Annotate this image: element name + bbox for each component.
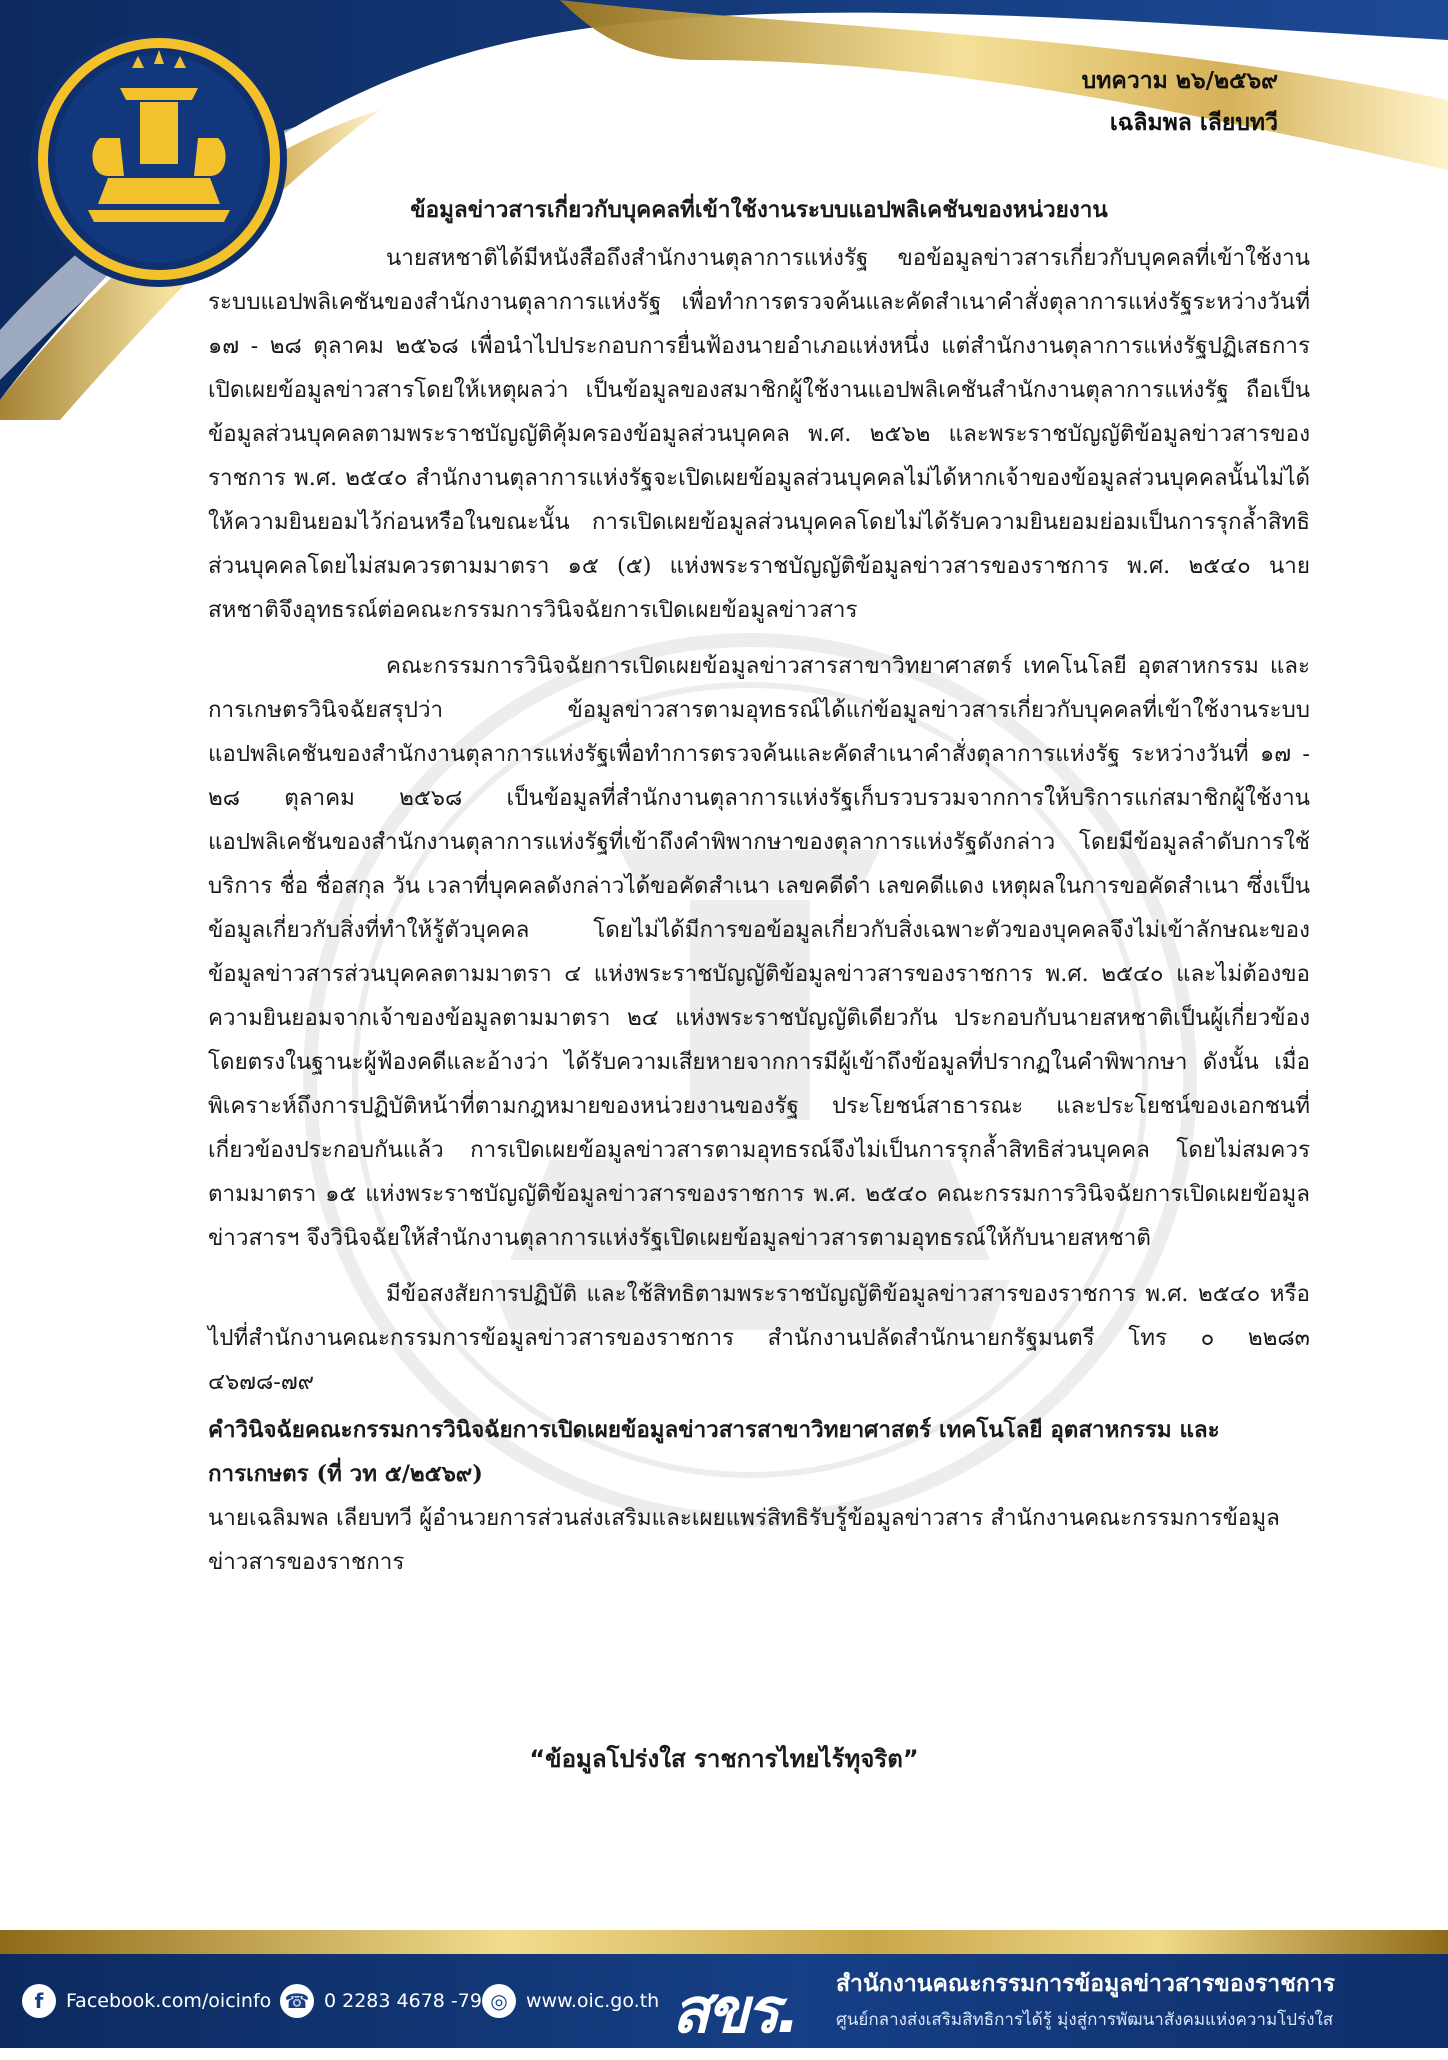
footer-website[interactable] — [482, 1984, 659, 2018]
phone-number[interactable]: 0 2283 4678 -79 — [324, 1990, 482, 2012]
globe-icon: ◎ — [482, 1984, 516, 2018]
org-tagline: ศูนย์กลางส่งเสริมสิทธิการได้รู้ มุ่งสู่การพัฒนาสังคมแห่งความโปร่งใส — [836, 2010, 1334, 2030]
paragraph-contact: มีข้อสงสัยการปฏิบัติ และใช้สิทธิตามพระราชบัญญัติข้อมูลข่าวสารของราชการ พ.ศ. ๒๕๔๐ หรือไปที่สำนักงานคณะกรรมการข้อมูลข่าวสารของราชการ สำนักงานปลัดสำนักนายกรัฐมนตรี โทร ๐ ๒๒๘๓ ๔๖๗๘-๗๙ — [208, 1281, 1310, 1395]
facebook-icon: f — [22, 1984, 56, 2018]
author-credit: นายเฉลิมพล เลียบทวี ผู้อำนวยการส่วนส่งเสริมและเผยแพร่สิทธิรับรู้ข้อมูลข่าวสาร สำนักงานคณะกรรมการข้อมูลข่าวสารของราชการ — [208, 1505, 1280, 1575]
org-logo: สขร. — [672, 1974, 798, 2047]
org-name: สำนักงานคณะกรรมการข้อมูลข่าวสารของราชการ — [836, 1971, 1336, 1997]
footer-facebook[interactable] — [22, 1984, 271, 2018]
article-author: เฉลิมพล เลียบทวี — [1109, 110, 1278, 136]
slogan: “ข้อมูลโปร่งใส ราชการไทยไร้ทุจริต” — [529, 1745, 919, 1773]
document-body — [208, 188, 1310, 1584]
facebook-link[interactable]: Facebook.com/oicinfo — [66, 1990, 272, 2012]
footer — [0, 1954, 1448, 2048]
paragraph-request: นายสหชาติได้มีหนังสือถึงสำนักงานตุลาการแห่งรัฐ ขอข้อมูลข่าวสารเกี่ยวกับบุคคลที่เข้าใช้งานระบบแอปพลิเคชันของสำนักงานตุลาการแห่งรัฐ เพื่อทำการตรวจค้นและคัดสำเนาคำสั่งตุลาการแห่งรัฐระหว่างวันที่ ๑๗ - ๒๘ ตุลาคม ๒๕๖๘ เพื่อนำไปประกอบการยื่นฟ้องนายอำเภอแห่งหนึ่ง แต่สำนักงานตุลาการแห่งรัฐปฏิเสธการเปิดเผยข้อมูลข่าวสารโดยให้เหตุผลว่า เป็นข้อมูลของสมาชิกผู้ใช้งานแอปพลิเคชันสำนักงานตุลาการแห่งรัฐ ถือเป็นข้อมูลส่วนบุคคลตามพระราชบัญญัติคุ้มครองข้อมูลส่วนบุคคล พ.ศ. ๒๕๖๒ และพระราชบัญญัติข้อมูลข่าวสารของราชการ พ.ศ. ๒๕๔๐ สำนักงานตุลาการแห่งรัฐจะเปิดเผยข้อมูลส่วนบุคคลไม่ได้หากเจ้าของข้อมูลส่วนบุคคลนั้นไม่ได้ให้ความยินยอมไว้ก่อนหรือในขณะนั้น การเปิดเผยข้อมูลส่วนบุคคลโดยไม่ได้รับความยินยอมย่อมเป็นการรุกล้ำสิทธิส่วนบุคคลโดยไม่สมควรตามมาตรา ๑๕ (๕) แห่งพระราชบัญญัติข้อมูลข่าวสารของราชการ พ.ศ. ๒๕๔๐ นายสหชาติจึงอุทธรณ์ต่อคณะกรรมการวินิจฉัยการเปิดเผยข้อมูลข่าวสาร — [208, 245, 1310, 623]
website-link[interactable]: www.oic.go.th — [526, 1990, 660, 2012]
phone-icon: ☎ — [280, 1984, 314, 2018]
footer-phone[interactable] — [280, 1984, 482, 2018]
article-number: บทความ ๒๖/๒๕๖๙ — [1081, 68, 1278, 94]
footer-gold-band — [0, 1930, 1448, 1954]
decision-reference: คำวินิจฉัยคณะกรรมการวินิจฉัยการเปิดเผยข้อมูลข่าวสารสาขาวิทยาศาสตร์ เทคโนโลยี อุตสาหกรรม และการเกษตร (ที่ วท ๕/๒๕๖๙) — [208, 1417, 1220, 1487]
article-meta — [1082, 60, 1278, 144]
paragraph-decision: คณะกรรมการวินิจฉัยการเปิดเผยข้อมูลข่าวสารสาขาวิทยาศาสตร์ เทคโนโลยี อุตสาหกรรม และการเกษตรวินิจฉัยสรุปว่า ข้อมูลข่าวสารตามอุทธรณ์ได้แก่ข้อมูลข่าวสารเกี่ยวกับบุคคลที่เข้าใช้งานระบบแอปพลิเคชันของสำนักงานตุลาการแห่งรัฐเพื่อทำการตรวจค้นและคัดสำเนาคำสั่งตุลาการแห่งรัฐ ระหว่างวันที่ ๑๗ - ๒๘ ตุลาคม ๒๕๖๘ เป็นข้อมูลที่สำนักงานตุลาการแห่งรัฐเก็บรวบรวมจากการให้บริการแก่สมาชิกผู้ใช้งานแอปพลิเคชันของสำนักงานตุลาการแห่งรัฐที่เข้าถึงคำพิพากษาของตุลาการแห่งรัฐดังกล่าว โดยมีข้อมูลลำดับการใช้บริการ ชื่อ ชื่อสกุล วัน เวลาที่บุคคลดังกล่าวได้ขอคัดสำเนา เลขคดีดำ เลขคดีแดง เหตุผลในการขอคัดสำเนา ซึ่งเป็นข้อมูลเกี่ยวกับสิ่งที่ทำให้รู้ตัวบุคคล โดยไม่ได้มีการขอข้อมูลเกี่ยวกับสิ่งเฉพาะตัวของบุคคลจึงไม่เข้าลักษณะของข้อมูลข่าวสารส่วนบุคคลตามมาตรา ๔ แห่งพระราชบัญญัติข้อมูลข่าวสารของราชการ พ.ศ. ๒๕๔๐ และไม่ต้องขอความยินยอมจากเจ้าของข้อมูลตามมาตรา ๒๔ แห่งพระราชบัญญัติเดียวกัน ประกอบกับนายสหชาติเป็นผู้เกี่ยวข้องโดยตรงในฐานะผู้ฟ้องคดีและอ้างว่า ได้รับความเสียหายจากการมีผู้เข้าถึงข้อมูลที่ปรากฏในคำพิพากษา ดังนั้น เมื่อพิเคราะห์ถึงการปฏิบัติหน้าที่ตามกฎหมายของหน่วยงานของรัฐ ประโยชน์สาธารณะ และประโยชน์ของเอกชนที่เกี่ยวข้องประกอบกันแล้ว การเปิดเผยข้อมูลข่าวสารตามอุทธรณ์จึงไม่เป็นการรุกล้ำสิทธิส่วนบุคคล โดยไม่สมควรตามมาตรา ๑๕ แห่งพระราชบัญญัติข้อมูลข่าวสารของราชการ พ.ศ. ๒๕๔๐ คณะกรรมการวินิจฉัยการเปิดเผยข้อมูลข่าวสารฯ จึงวินิจฉัยให้สำนักงานตุลาการแห่งรัฐเปิดเผยข้อมูลข่าวสารตามอุทธรณ์ให้กับนายสหชาติ — [208, 653, 1310, 1251]
document-title: ข้อมูลข่าวสารเกี่ยวกับบุคคลที่เข้าใช้งานระบบแอปพลิเคชันของหน่วยงาน — [410, 197, 1108, 223]
